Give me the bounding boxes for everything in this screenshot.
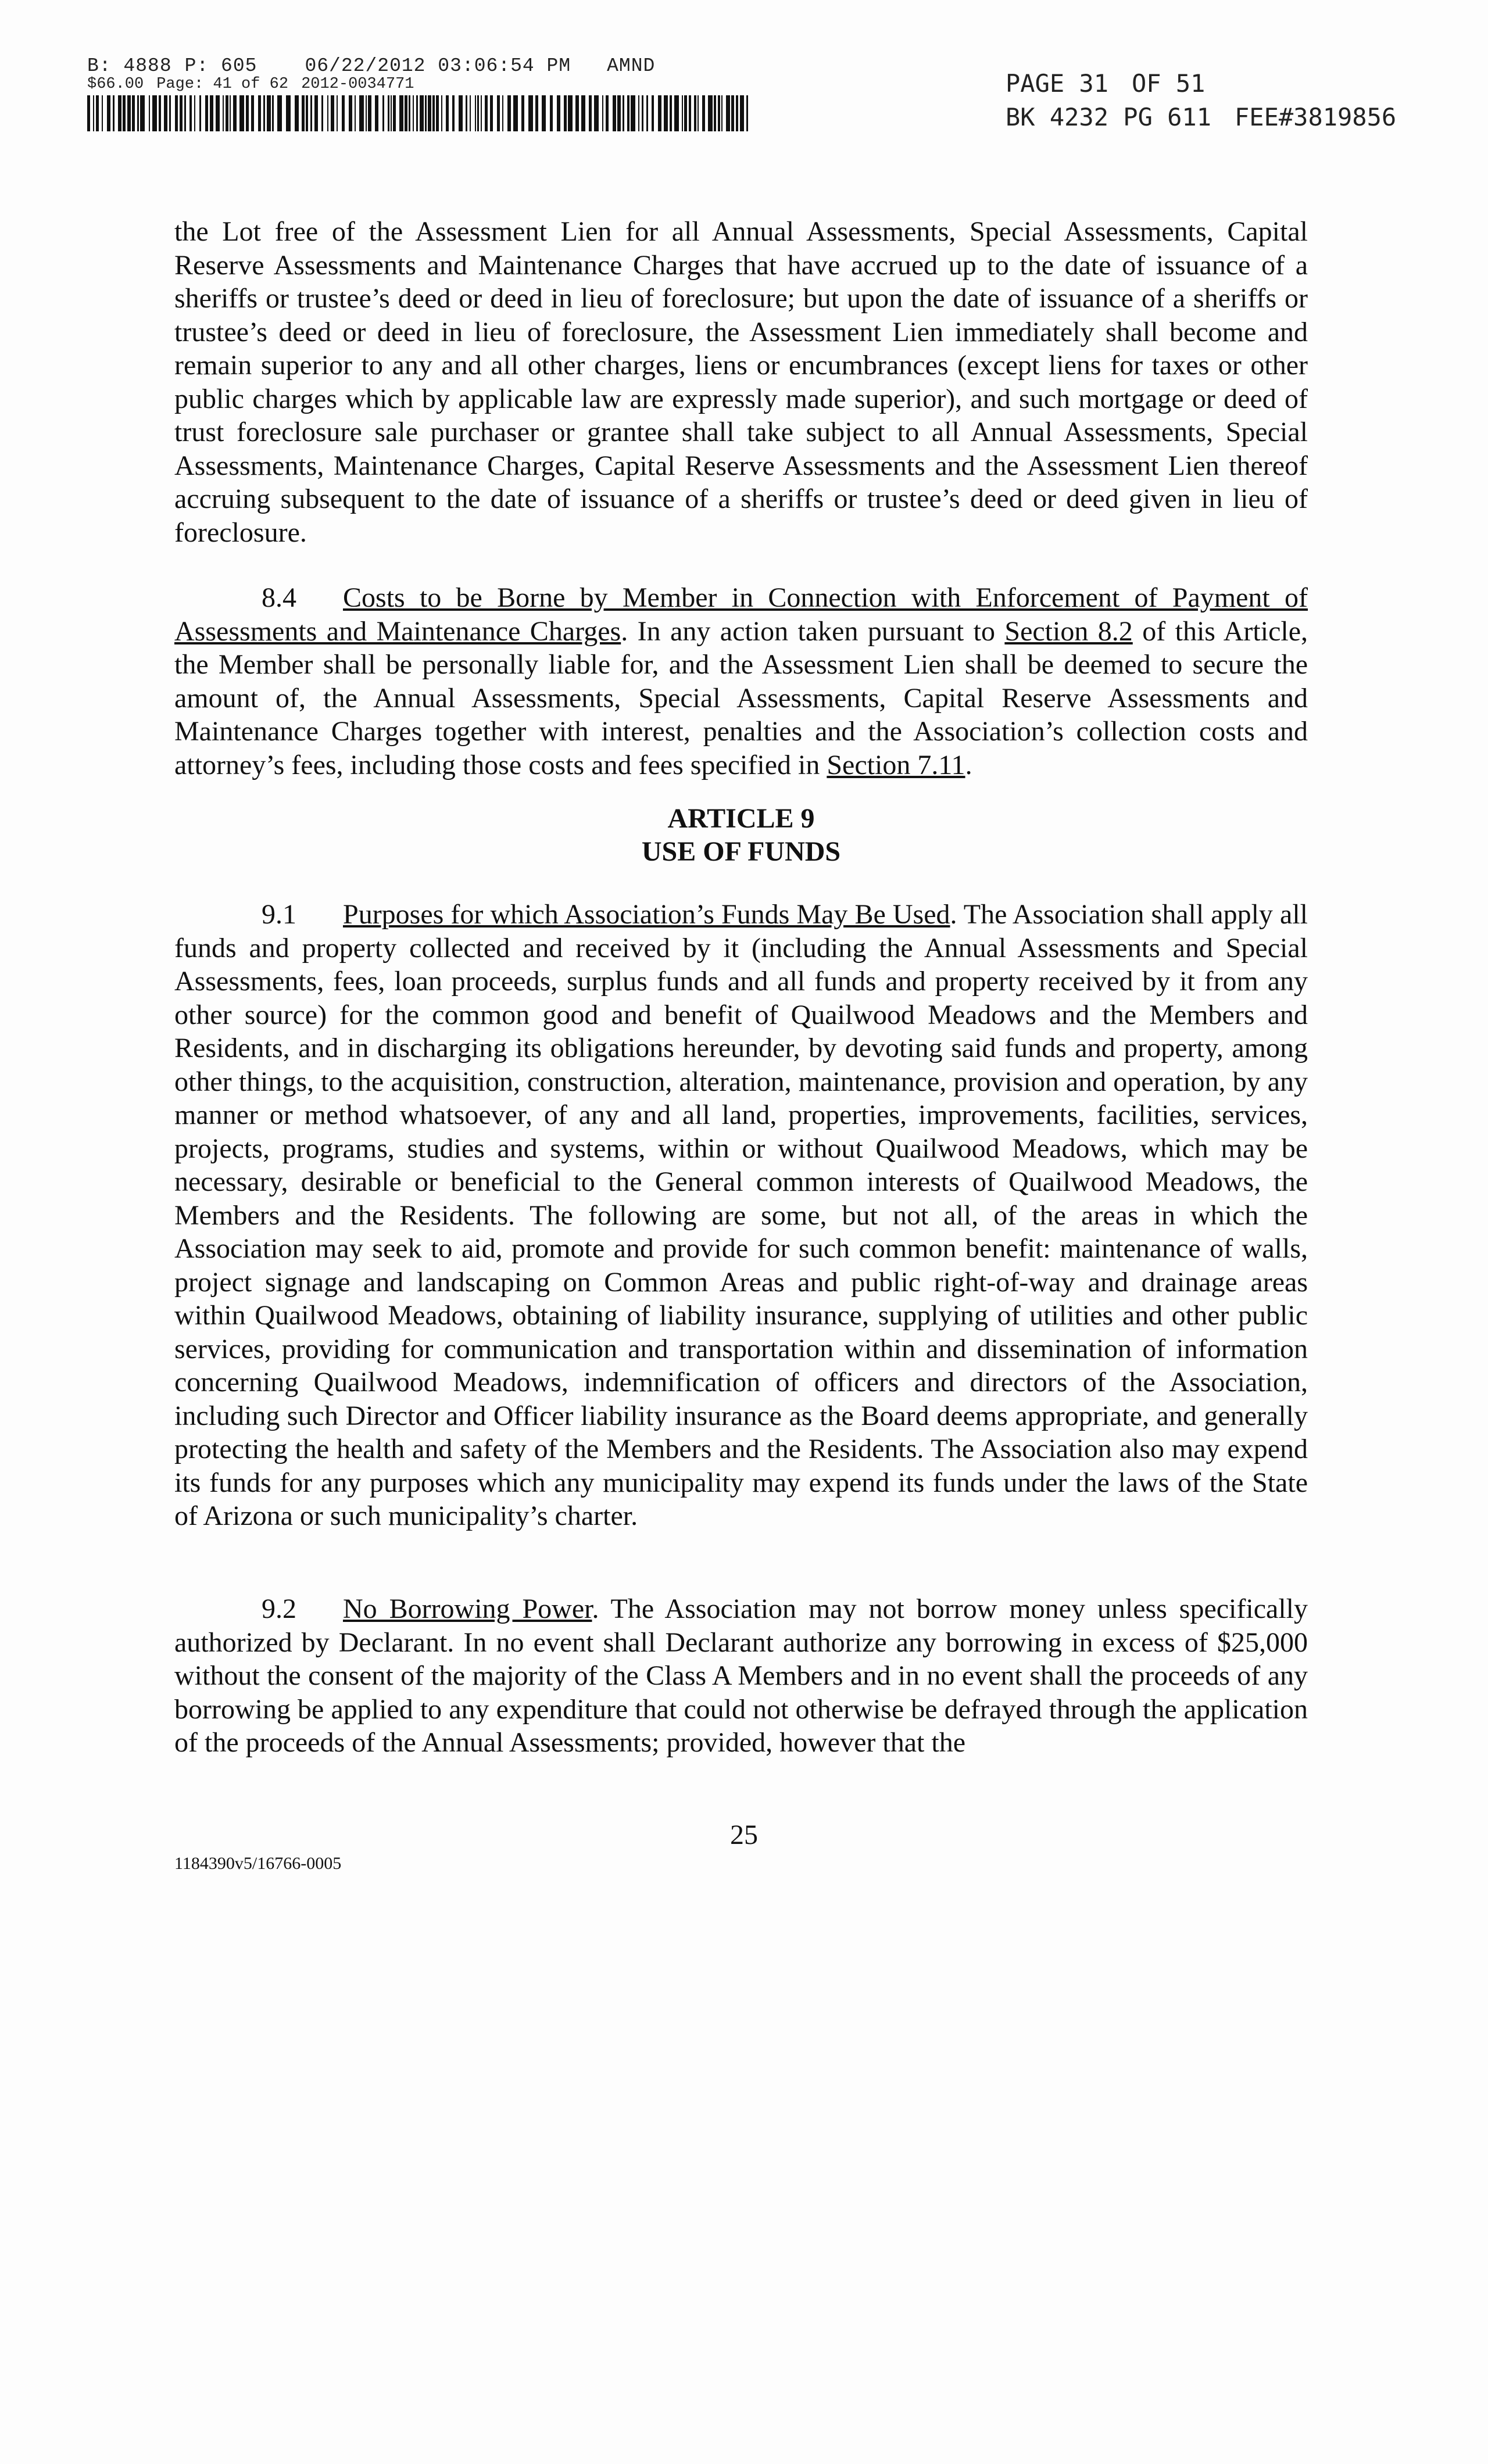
section-8-4-text-b: of this Article, the Member shall be personally liable for, and the Assessment Lien shall be deemed to secure the amount of, the Annual Assessments, Special Assessments, Capital Reserve Assessments and Maintenance Charges together with interest, penalties and the Association’s collection costs and attorney’s fees, including those costs and fees specified in [174,615,1308,780]
recording-stamp-line-2 [87,76,750,93]
section-8-4-number: 8.4 [262,582,296,613]
county-stamp [1006,67,1396,134]
section-7-11-reference: Section 7.11 [827,749,965,780]
county-of-label: OF 51 [1132,69,1206,98]
section-9-1 [174,898,1308,1533]
barcode-image [87,95,750,131]
continuation-paragraph [174,215,1308,549]
page-number: 25 [730,1820,758,1850]
article-title: USE OF FUNDS [641,836,841,867]
county-book-page: BK 4232 PG 611 [1006,103,1212,131]
continuation-text: the Lot free of the Assessment Lien for all Annual Assessments, Special Assessments, Capital Reserve Assessments and Maintenance Charges that have accrued up to the date of issuance of a sheriffs or trustee’s deed or deed in lieu of foreclosure; but upon the date of issuance of a sheriffs or trustee’s deed or deed in lieu of foreclosure, the Assessment Lien immediately shall become and remain superior to any and all other charges, liens or encumbrances (except liens for taxes or other public charges which by applicable law are expressly made superior), and such mortgage or deed of trust foreclosure sale purchaser or grantee shall take subject to all Annual Assessments, Special Assessments, Maintenance Charges, Capital Reserve Assessments and the Assessment Lien thereof accruing subsequent to the date of issuance of a sheriffs or trustee’s deed or deed given in lieu of foreclosure. [174,216,1308,548]
document-id: 1184390v5/16766-0005 [174,1854,342,1873]
section-9-1-text: . The Association shall apply all funds and property collected and received by it (including the Annual Assessments and Special Assessments, fees, loan proceeds, surplus funds and all funds and property received by it from any other source) for the common good and benefit of Quailwood Meadows and the Members and Residents, and in discharging its obligations hereunder, by devoting said funds and property, among other things, to the acquisition, construction, alteration, maintenance, provision and operation, by any manner or method whatsoever, of any and all land, properties, improvements, facilities, services, projects, programs, studies and systems, within or without Quailwood Meadows, which may be necessary, desirable or beneficial to the General common interests of Quailwood Meadows, the Members and the Residents. The following are some, but not all, of the areas in which the Association may seek to aid, promote and provide for such common benefit: maintenance of walls, project signage and landscaping on Common Areas and public right-of-way and drainage areas within Quailwood Meadows, obtaining of liability insurance, supplying of utilities and other public services, providing for communication and transportation within and dissemination of information concerning Quailwood Meadows, indemnification of officers and directors of the Association, including such Director and Officer liability insurance as the Board deems appropriate, and generally protecting the health and safety of the Members and the Residents. The Association also may expend its funds for any purposes which any municipality may expend its funds under the laws of the State of Arizona or such municipality’s charter. [174,899,1308,1531]
section-8-4-text-a: . In any action taken pursuant to [621,615,1005,647]
recording-doc-number: 2012-0034771 [301,76,414,93]
section-8-2-reference: Section 8.2 [1004,615,1133,647]
section-9-2-title: No Borrowing Power [343,1593,592,1624]
recording-stamp-line-1 [87,55,750,77]
section-9-2-text: . The Association may not borrow money unless specifically authorized by Declarant. In no event shall Declarant authorize any borrowing in excess of $25,000 without the consent of the majority of the Class A Members and in no event shall the proceeds of any borrowing be applied to any expenditure that could not otherwise be defrayed through the application of the proceeds of the Annual Assessments; provided, however that the [174,1593,1308,1758]
county-page-label: PAGE 31 [1006,69,1109,98]
section-9-1-title: Purposes for which Association’s Funds May Be Used [343,899,950,930]
recording-stamp [87,55,750,134]
article-number: ARTICLE 9 [667,803,815,834]
recording-type: AMND [607,55,656,77]
recording-book: B: 4888 [87,55,172,77]
recording-page: P: 605 [184,55,257,77]
county-fee-number: FEE#3819856 [1235,103,1397,131]
section-8-4-text-c: . [965,749,972,780]
section-9-1-number: 9.1 [262,899,296,930]
section-8-4-title: Costs to be Borne by Member in Connection with Enforcement of Payment of Assessments and Maintenance Charges [174,582,1308,647]
article-heading [174,802,1308,868]
section-9-2-number: 9.2 [262,1593,296,1624]
recording-fee: $66.00 [87,76,144,93]
section-8-4 [174,581,1308,782]
recording-datetime: 06/22/2012 03:06:54 PM [305,55,571,77]
recording-page-of: Page: 41 of 62 [156,76,289,93]
section-9-2 [174,1592,1308,1760]
